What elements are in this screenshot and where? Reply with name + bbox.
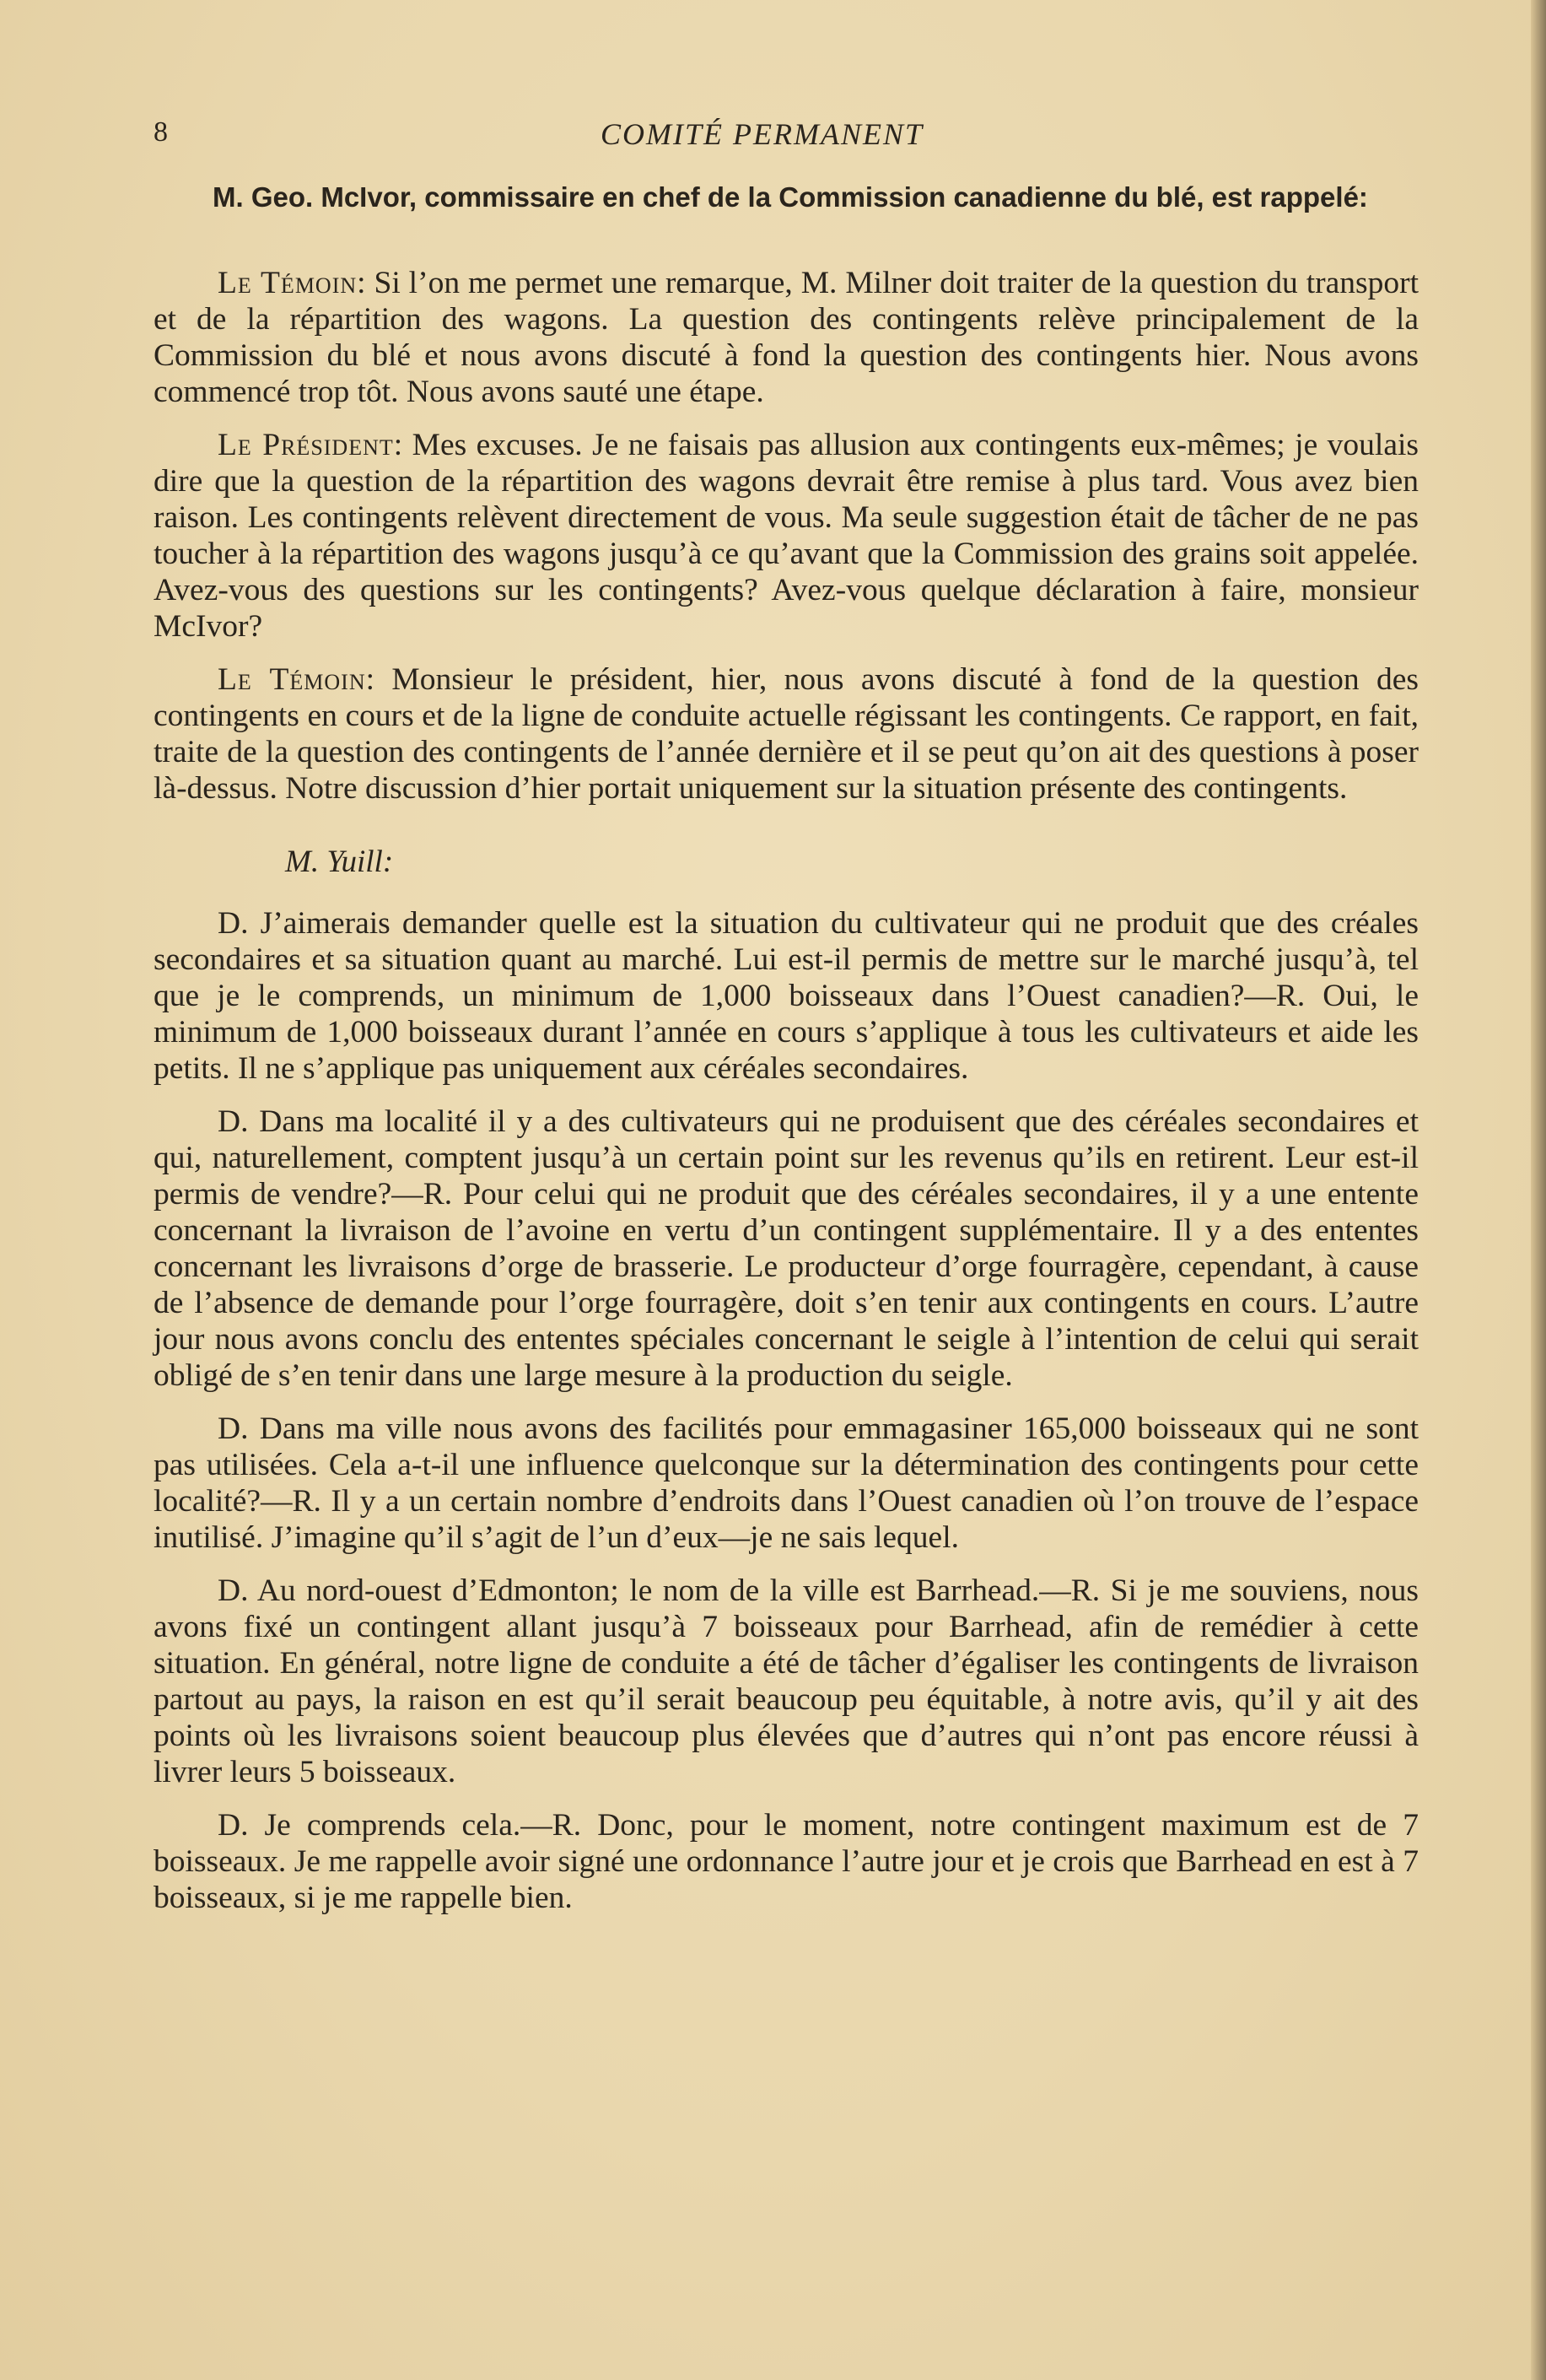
page-header [154, 116, 1419, 159]
intro-line: M. Geo. McIvor, commissaire en chef de la Commission canadienne du blé, est rappelé: [213, 181, 1368, 213]
running-head: COMITÉ PERMANENT [601, 117, 924, 151]
page-body [154, 179, 1419, 1933]
statement-paragraph [154, 265, 1419, 410]
page-number: 8 [154, 116, 168, 148]
speaker-name: Le Président [218, 428, 394, 462]
statement-text: : Si l’on me permet une remarque, M. Milner doit traiter de la question du transport et de la répartition des wagons. La question des contingents relève principalement de la Commission du blé et nous avons discuté à fond la question des contingents hier. Nous avons commencé trop tôt. Nous avons sauté une étape. [154, 266, 1419, 409]
qa-paragraph: D. Dans ma localité il y a des cultivateurs qui ne produisent que des céréales secondaires et qui, naturellement, comptent jusqu’à un certain point sur les revenus qu’ils en retirent. Leur est-il permis de vendre?—R. Pour celui qui ne produit que des céréales secondaires, il y a une entente concernant la livraison de l’avoine en vertu d’un contingent supplémentaire. Il y a des ententes concernant les livraisons d’orge de brasserie. Le producteur d’orge fourragère, cependant, à cause de l’absence de demande pour l’orge fourragère, doit s’en tenir aux contingents en cours. L’autre jour nous avons conclu des ententes spéciales concernant le seigle à l’intention de celui qui serait obligé de s’en tenir dans une large mesure à la production du seigle. [154, 1104, 1419, 1393]
qa-paragraph: D. Je comprends cela.—R. Donc, pour le moment, notre contingent maximum est de 7 boisseaux. Je me rappelle avoir signé une ordonnance l’autre jour et je crois que Barrhead en est à 7 boisseaux, si je me rappelle bien. [154, 1808, 1419, 1915]
statement-paragraph [154, 661, 1419, 807]
speaker-name: Le Témoin [218, 266, 358, 300]
statement-paragraph [154, 427, 1419, 645]
statement-text: : Monsieur le président, hier, nous avons discuté à fond de la question des contingents en cours et de la ligne de conduite actuelle régissant les contingents. Ce rapport, en fait, traite de la question des contingents de l’année dernière et il se peut qu’on ait des questions à poser là-dessus. Notre discussion d’hier portait uniquement sur la situation présente des contingents. [154, 662, 1419, 806]
qa-paragraph: D. Dans ma ville nous avons des facilités pour emmagasiner 165,000 boisseaux qui ne sont pas utilisées. Cela a-t-il une influence quelconque sur la détermination des contingents pour cette localité?—R. Il y a un certain nombre d’endroits dans l’Ouest canadien où l’on trouve de l’espace inutilisé. J’imagine qu’il s’agit de l’un d’eux—je ne sais lequel. [154, 1411, 1419, 1555]
speaker-name: Le Témoin [218, 662, 366, 697]
qa-paragraph: D. J’aimerais demander quelle est la situation du cultivateur qui ne produit que des créales secondaires et sa situation quant au marché. Lui est-il permis de mettre sur le marché jusqu’à, tel que je le comprends, un minimum de 1,000 boisseaux dans l’Ouest canadien?—R. Oui, le minimum de 1,000 boisseaux durant l’année en cours s’applique à tous les cultivateurs et aide les petits. Il ne s’applique pas uniquement aux céréales secondaires. [154, 906, 1419, 1086]
page-edge [1531, 0, 1546, 2380]
statement-text: : Mes excuses. Je ne faisais pas allusion aux contingents eux-mêmes; je voulais dire que la question de la répartition des wagons devrait être remise à plus tard. Vous avez bien raison. Les contingents relèvent directement de vous. Ma seule suggestion était de tâcher de ne pas toucher à la répartition des wagons jusqu’à ce qu’avant que la Commission des grains soit appelée. Avez-vous des questions sur les contingents? Avez-vous quelque déclaration à faire, monsieur McIvor? [154, 428, 1419, 644]
member-heading: M. Yuill: [285, 845, 394, 879]
qa-paragraph: D. Au nord-ouest d’Edmonton; le nom de la ville est Barrhead.—R. Si je me souviens, nous avons fixé un contingent allant jusqu’à 7 boisseaux pour Barrhead, afin de remédier à cette situation. En général, notre ligne de conduite a été de tâcher d’égaliser les contingents de livraison partout au pays, la raison en est qu’il serait beaucoup peu équitable, à notre avis, qu’il y ait des points où les livraisons soient beaucoup plus élevées que d’autres qui n’ont pas encore réussi à livrer leurs 5 boisseaux. [154, 1573, 1419, 1789]
